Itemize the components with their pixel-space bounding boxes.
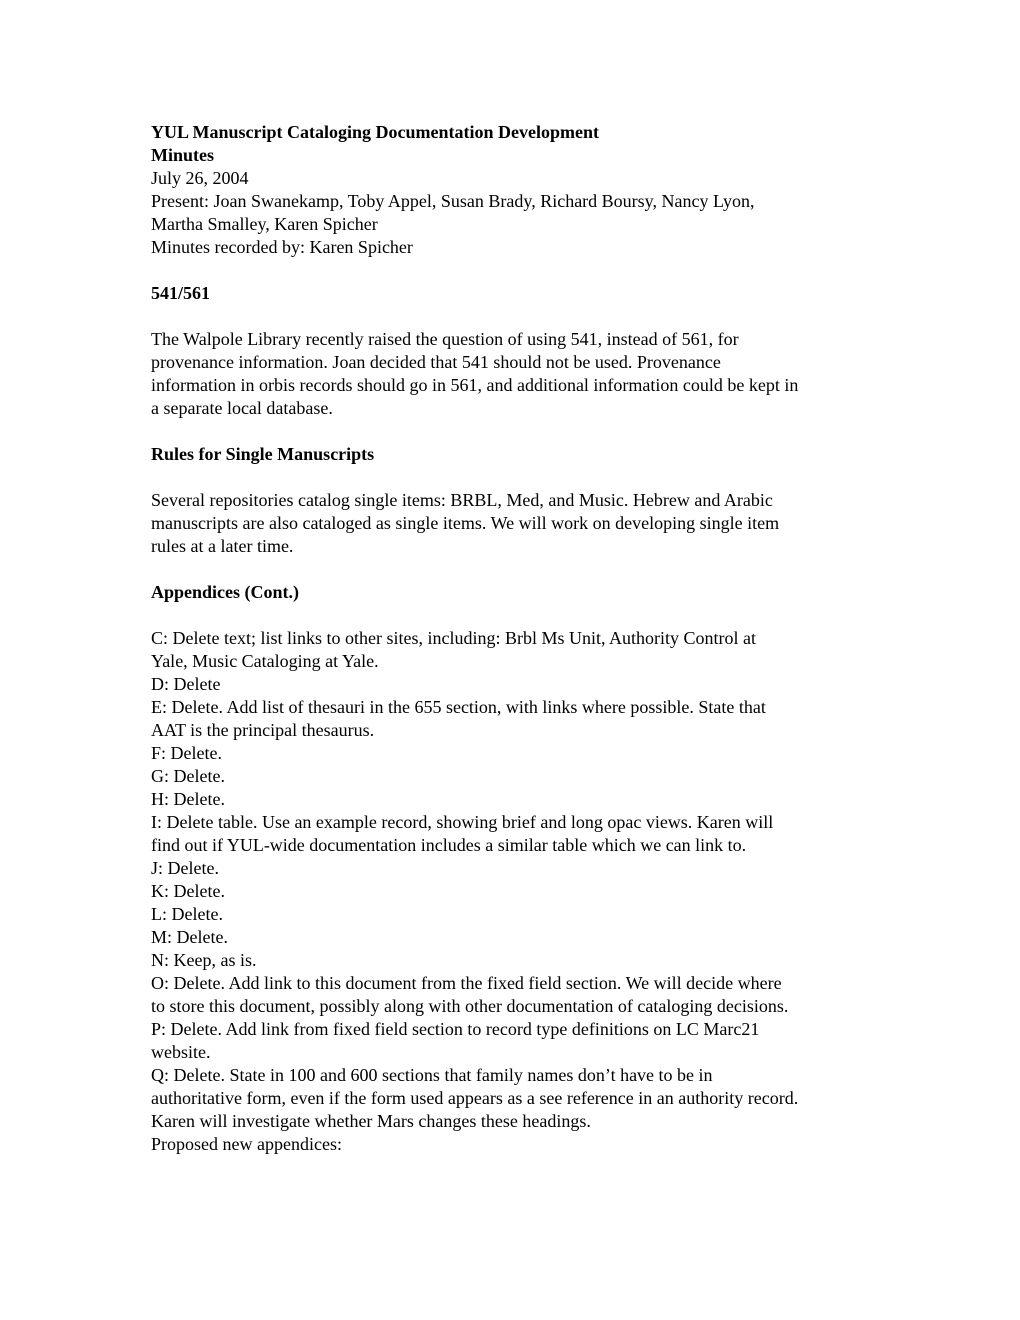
spacer xyxy=(151,420,891,443)
text-line: find out if YUL-wide documentation includes a similar table which we can link to. xyxy=(151,835,747,855)
spacer xyxy=(151,604,891,627)
text-line: Karen will investigate whether Mars changes these headings. xyxy=(151,1111,591,1131)
text-line: Proposed new appendices: xyxy=(151,1134,342,1154)
text-line: C: Delete text; list links to other sites, including: Brbl Ms Unit, Authority Control at xyxy=(151,628,756,648)
section-body-appendices xyxy=(151,627,891,1156)
spacer xyxy=(151,305,891,328)
text-line: Several repositories catalog single items: BRBL, Med, and Music. Hebrew and Arabic xyxy=(151,490,773,510)
meeting-date: July 26, 2004 xyxy=(151,168,249,188)
text-line: a separate local database. xyxy=(151,398,333,418)
text-line: Q: Delete. State in 100 and 600 sections that family names don’t have to be in xyxy=(151,1065,713,1085)
text-line: provenance information. Joan decided that 541 should not be used. Provenance xyxy=(151,352,721,372)
text-line: authoritative form, even if the form used appears as a see reference in an authority record. xyxy=(151,1088,799,1108)
text-line: manuscripts are also cataloged as single items. We will work on developing single item xyxy=(151,513,780,533)
text-line: I: Delete table. Use an example record, showing brief and long opac views. Karen will xyxy=(151,812,774,832)
document-subtitle: Minutes xyxy=(151,145,214,165)
section-heading-appendices: Appendices (Cont.) xyxy=(151,582,300,602)
text-line: N: Keep, as is. xyxy=(151,950,257,970)
text-line: M: Delete. xyxy=(151,927,228,947)
text-line: Yale, Music Cataloging at Yale. xyxy=(151,651,379,671)
spacer xyxy=(151,466,891,489)
text-line: P: Delete. Add link from fixed field section to record type definitions on LC Marc21 xyxy=(151,1019,760,1039)
text-line: rules at a later time. xyxy=(151,536,294,556)
text-line: O: Delete. Add link to this document from the fixed field section. We will decide where xyxy=(151,973,782,993)
section-body-541 xyxy=(151,328,891,420)
text-line: AAT is the principal thesaurus. xyxy=(151,720,375,740)
text-line: E: Delete. Add list of thesauri in the 655 section, with links where possible. State that xyxy=(151,697,766,717)
section-heading-541: 541/561 xyxy=(151,283,211,303)
text-line: website. xyxy=(151,1042,211,1062)
text-line: K: Delete. xyxy=(151,881,225,901)
text-line: J: Delete. xyxy=(151,858,219,878)
text-line: H: Delete. xyxy=(151,789,225,809)
section-body-single-manuscripts xyxy=(151,489,891,558)
recorder-line: Minutes recorded by: Karen Spicher xyxy=(151,237,413,257)
text-line: G: Delete. xyxy=(151,766,225,786)
text-line: F: Delete. xyxy=(151,743,222,763)
attendees-line: Present: Joan Swanekamp, Toby Appel, Susan Brady, Richard Boursy, Nancy Lyon, xyxy=(151,191,755,211)
document-title: YUL Manuscript Cataloging Documentation Development xyxy=(151,122,599,142)
text-line: to store this document, possibly along with other documentation of cataloging decisions. xyxy=(151,996,789,1016)
section-heading-single-manuscripts: Rules for Single Manuscripts xyxy=(151,444,375,464)
text-line: L: Delete. xyxy=(151,904,223,924)
spacer xyxy=(151,259,891,282)
text-line: The Walpole Library recently raised the question of using 541, instead of 561, for xyxy=(151,329,739,349)
attendees-line: Martha Smalley, Karen Spicher xyxy=(151,214,378,234)
spacer xyxy=(151,558,891,581)
document-page xyxy=(151,121,891,1156)
text-line: D: Delete xyxy=(151,674,221,694)
text-line: information in orbis records should go in 561, and additional information could be kept in xyxy=(151,375,799,395)
